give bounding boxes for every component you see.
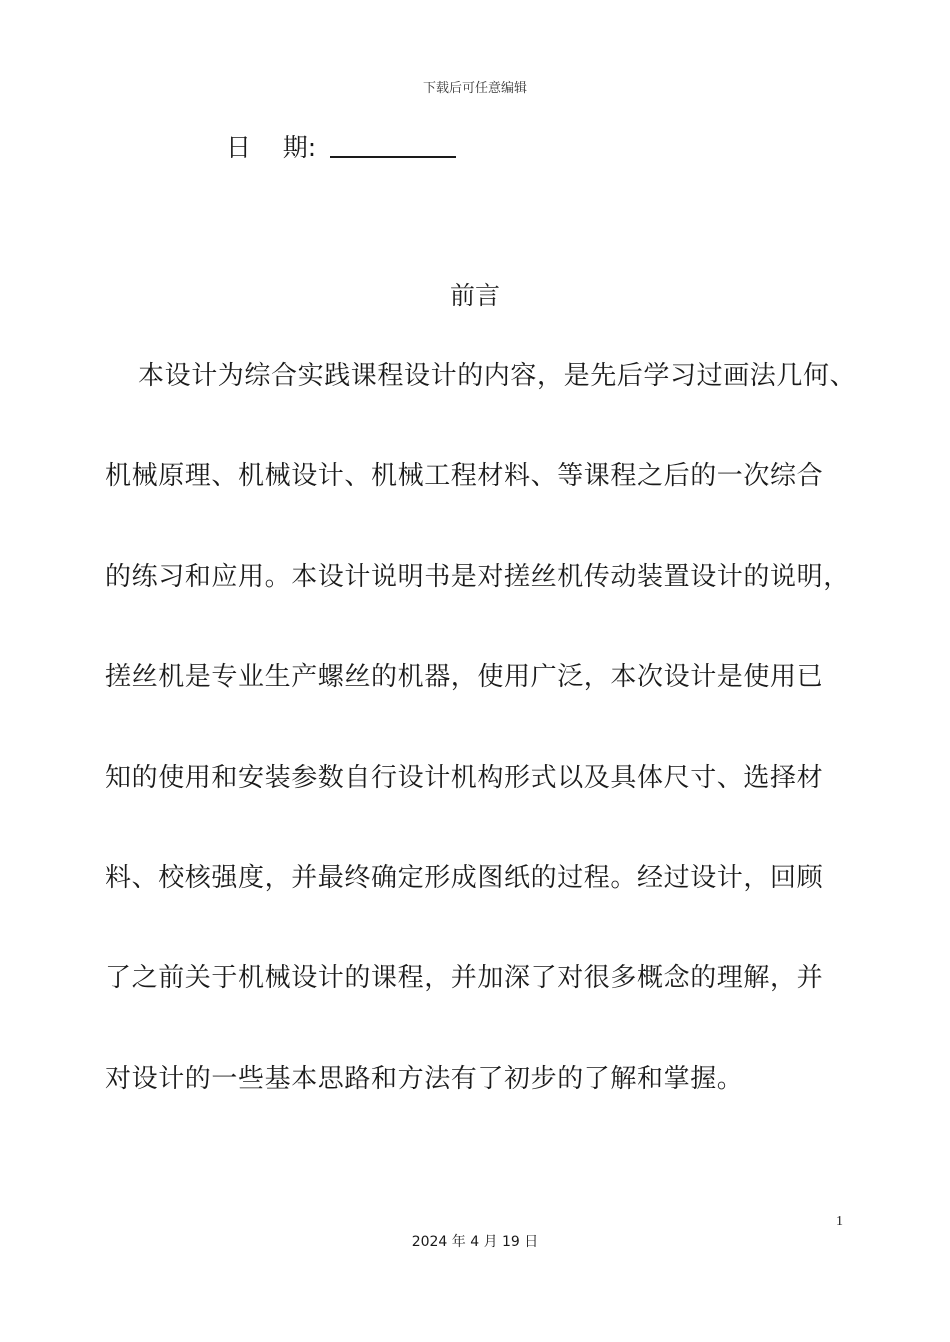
paragraph-line: 了之前关于机械设计的课程，并加深了对很多概念的理解，并 xyxy=(105,963,824,994)
preface-title: 前言 xyxy=(449,281,500,310)
date-blank-line xyxy=(330,134,456,158)
paragraph-line: 本设计为综合实践课程设计的内容，是先后学习过画法几何、 xyxy=(138,361,857,391)
date-label: 日 期: xyxy=(226,133,317,162)
paragraph-line: 搓丝机是专业生产螺丝的机器，使用广泛，本次设计是使用已 xyxy=(105,662,824,693)
paragraph-line: 知的使用和安装参数自行设计机构形式以及具体尺寸、选择材 xyxy=(105,762,824,793)
date-field xyxy=(226,128,456,164)
paragraph-line: 的练习和应用。本设计说明书是对搓丝机传动装置设计的说明， xyxy=(105,561,850,592)
footer-date: 2024 年 4 月 19 日 xyxy=(411,1234,539,1250)
paragraph-line: 对设计的一些基本思路和方法有了初步的了解和掌握。 xyxy=(105,1063,744,1094)
paragraph-line: 机械原理、机械设计、机械工程材料、等课程之后的一次综合 xyxy=(105,461,824,492)
page-header: 下载后可任意编辑 xyxy=(422,81,527,96)
page-number: 1 xyxy=(836,1214,843,1229)
paragraph-line: 料、校核强度，并最终确定形成图纸的过程。经过设计，回顾 xyxy=(105,862,824,893)
preface-body xyxy=(105,356,895,1159)
